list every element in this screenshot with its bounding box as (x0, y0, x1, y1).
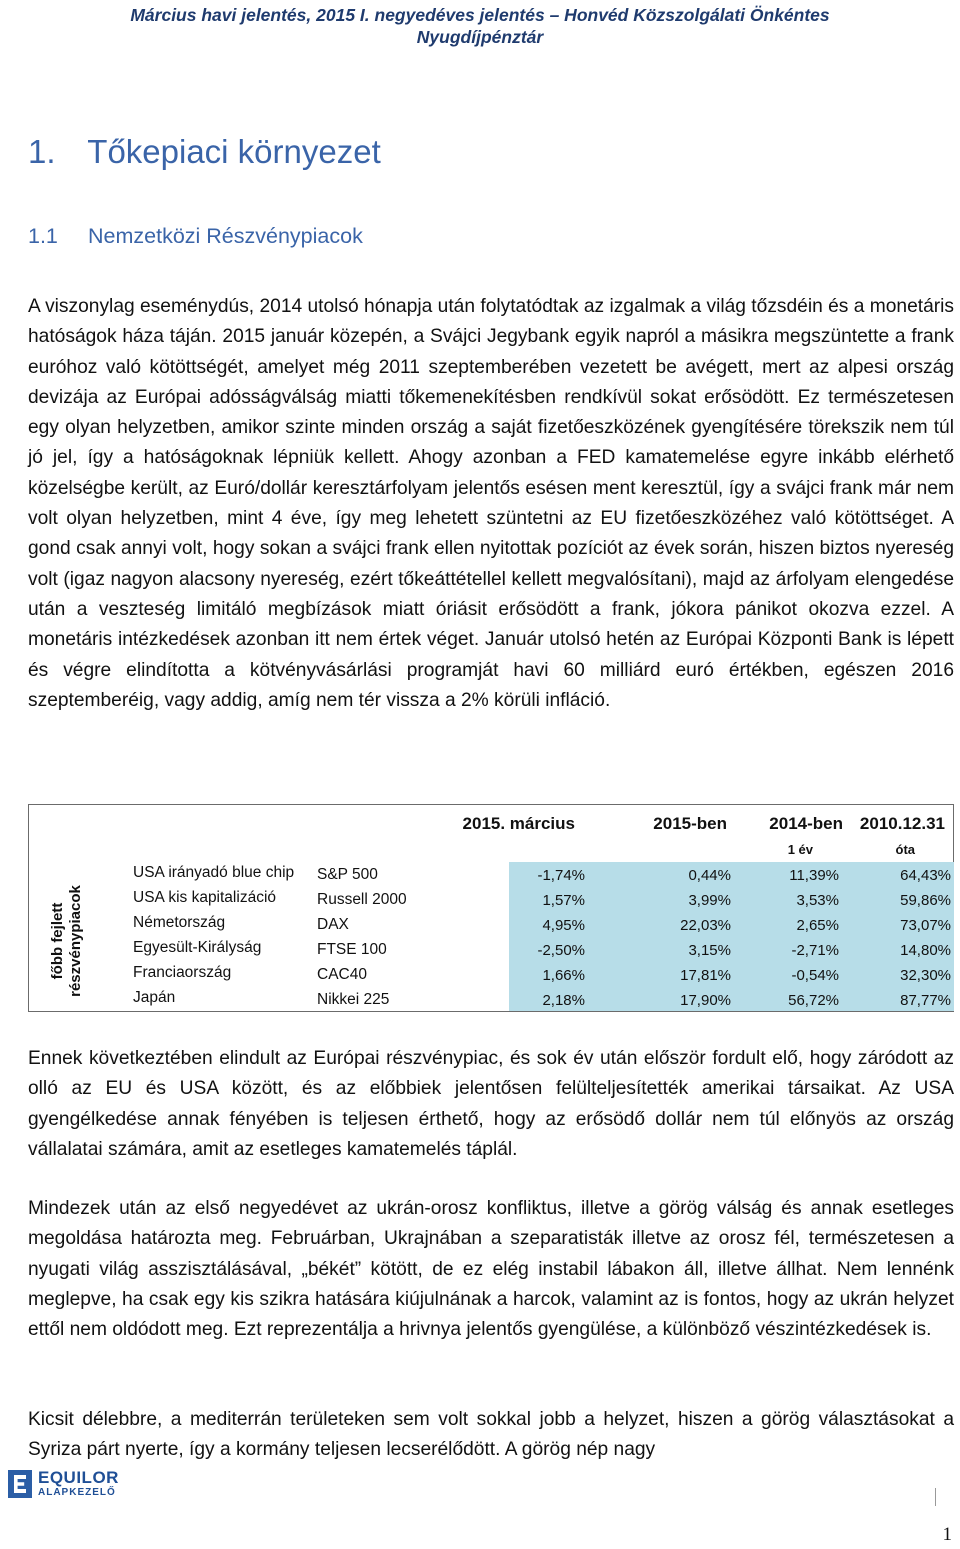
market-name: Franciaország (133, 964, 232, 981)
value-ytd: 17,90% (680, 992, 731, 1009)
value-2014: -2,71% (791, 942, 839, 959)
value-march: 1,66% (542, 967, 585, 984)
subheader-since: óta (895, 842, 915, 857)
report-header (0, 4, 960, 48)
value-ytd: 22,03% (680, 917, 731, 934)
table-row (29, 912, 953, 937)
subsection-number: 1.1 (28, 224, 58, 248)
paragraph-3: Mindezek után az első negyedévet az ukrán-orosz konfliktus, illetve a görög válság és annak esetleges megoldása határozta meg. Februárban, Ukrajnában a szeparatisták illetve az orosz fél, természetesen a nyugati világ asszisztálásával, „békét” kötött, de ez elég instabil lábakon áll, illetve állhat. Nem lennénk meglepve, ha csak egy kis szikra hatására kiújulnának a harcok, valamint az is fontos, hogy az ukrán helyzet ettől nem oldódott meg. Ezt reprezentálja a hrivnya jelentős gyengülése, a különböző vészintézkedések is. (28, 1198, 954, 1341)
logo-subtitle: ALAPKEZELŐ (38, 1487, 116, 1498)
table-row (29, 862, 953, 887)
col-header-2014: 2014-ben (769, 814, 843, 833)
table-row (29, 937, 953, 962)
side-label-line-1: főbb fejlett (49, 902, 66, 980)
value-since-2010: 14,80% (900, 942, 951, 959)
company-logo (8, 1470, 138, 1500)
value-march: 1,57% (542, 892, 585, 909)
value-march: -1,74% (537, 867, 585, 884)
paragraph-4: Kicsit délebbre, a mediterrán területeken sem volt sokkal jobb a helyzet, hiszen a görög választásokat a Syriza párt nyerte, így a kormány teljesen lecserélődött. A görög nép nagy (28, 1409, 954, 1461)
table-row (29, 987, 953, 1012)
value-2014: 11,39% (789, 867, 839, 884)
header-line-2: Nyugdíjpénztár (416, 27, 544, 47)
value-march: 4,95% (542, 917, 585, 934)
value-ytd: 3,99% (688, 892, 731, 909)
section-heading (28, 132, 381, 172)
index-name: CAC40 (317, 966, 367, 983)
value-march: -2,50% (537, 942, 585, 959)
value-2014: 3,53% (796, 892, 839, 909)
subsection-heading (28, 222, 363, 250)
value-2014: 2,65% (796, 917, 839, 934)
market-performance-table (28, 804, 954, 1012)
value-since-2010: 32,30% (900, 967, 951, 984)
value-since-2010: 87,77% (900, 992, 951, 1009)
value-2014: -0,54% (791, 967, 839, 984)
paragraph-1: A viszonylag eseménydús, 2014 utolsó hónapja után folytatódtak az izgalmak a világ tőzsdéin és a monetáris hatóságok háza táján. 2015 január közepén, a Svájci Jegybank egyik napról a másikra megszüntette a frank euróhoz való kötöttségét, amelyet még 2011 szeptemberében vezetett be avégett, mert az alpesi ország devizája az Európai adósságválság miatti tőkemenekítésben rendkívül sokat erősödött. Ez természetesen egy olyan helyzetben, amikor szinte minden ország a saját fizetőeszközének gyengítésére törekszik nem túl jó jel, így a hatóságoknak lépniük kellett. Ahogy azonban a FED kamatemelése egyre inkább elérhető közelségbe került, az Euró/dollár keresztárfolyam jelentős esésen ment keresztül, így a svájci frank már nem volt olyan helyzetben, mint 4 éve, így meg lehetett szüntetni az EU fizetőeszközéhez való kötöttséget. A gond csak annyi volt, hogy sokan a svájci frank ellen nyitottak pozíciót az évek során, hiszen biztos nyereség volt (igaz nagyon alacsony nyereség, ezért tőkeáttétellel kellett megvalósítani), majd az árfolyam elengedése után a veszteség limitáló megbízások miatt óriásit erősödött a frank, jókora pánikot okozva ezzel. A monetáris intézkedések azonban itt nem értek véget. Január utolsó hetén az Európai Központi Bank is lépett és végre elindította a kötvényvásárlási programját havi 60 milliárd euró értékben, egészen 2016 szeptemberéig, vagy addig, amíg nem tér vissza a 2% körüli infláció. (28, 296, 954, 711)
section-number: 1. (28, 133, 56, 170)
subheader-1-year: 1 év (787, 842, 813, 857)
value-since-2010: 59,86% (900, 892, 951, 909)
section-title: Tőkepiaci környezet (87, 133, 381, 170)
index-name: FTSE 100 (317, 941, 387, 958)
value-since-2010: 64,43% (900, 867, 951, 884)
value-march: 2,18% (542, 992, 585, 1009)
divider (935, 1488, 936, 1506)
table-row (29, 887, 953, 912)
page-number: 1 (942, 1524, 952, 1545)
value-ytd: 3,15% (688, 942, 731, 959)
market-name: Németország (133, 914, 226, 931)
logo-name: EQUILOR (38, 1468, 119, 1487)
index-name: DAX (317, 916, 349, 933)
side-label-line-2: részvénypiacok (67, 885, 84, 997)
value-ytd: 17,81% (680, 967, 731, 984)
subsection-title: Nemzetközi Részvénypiacok (88, 224, 363, 248)
index-name: Russell 2000 (317, 891, 407, 908)
market-name: USA kis kapitalizáció (133, 889, 277, 906)
market-name: Japán (133, 989, 176, 1006)
value-since-2010: 73,07% (900, 917, 951, 934)
value-ytd: 0,44% (688, 867, 731, 884)
value-2014: 56,72% (788, 992, 839, 1009)
col-header-ytd: 2015-ben (653, 814, 727, 833)
index-name: Nikkei 225 (317, 991, 390, 1008)
col-header-since-2010: 2010.12.31 (859, 814, 945, 833)
header-line-1: Március havi jelentés, 2015 I. negyedéves jelentés – Honvéd Közszolgálati Önkéntes (130, 5, 830, 25)
equilor-e-icon (8, 1470, 32, 1498)
col-header-march: 2015. március (462, 814, 575, 833)
table-row (29, 962, 953, 987)
index-name: S&P 500 (317, 866, 378, 883)
paragraph-2: Ennek következtében elindult az Európai részvénypiac, és sok év után először fordult elő, hogy záródott az olló az EU és USA között, és az előbbiek jelentősen felülteljesítették amerikai társaikat. Az USA gyengélkedése annak fényében is teljesen érthető, hogy az erősödő dollár nem túl előnyös az ország vállalatai számára, amit az esetleges kamatemelés táplál. (28, 1048, 954, 1160)
market-name: Egyesült-Királyság (133, 939, 262, 956)
market-name: USA irányadó blue chip (133, 864, 295, 881)
